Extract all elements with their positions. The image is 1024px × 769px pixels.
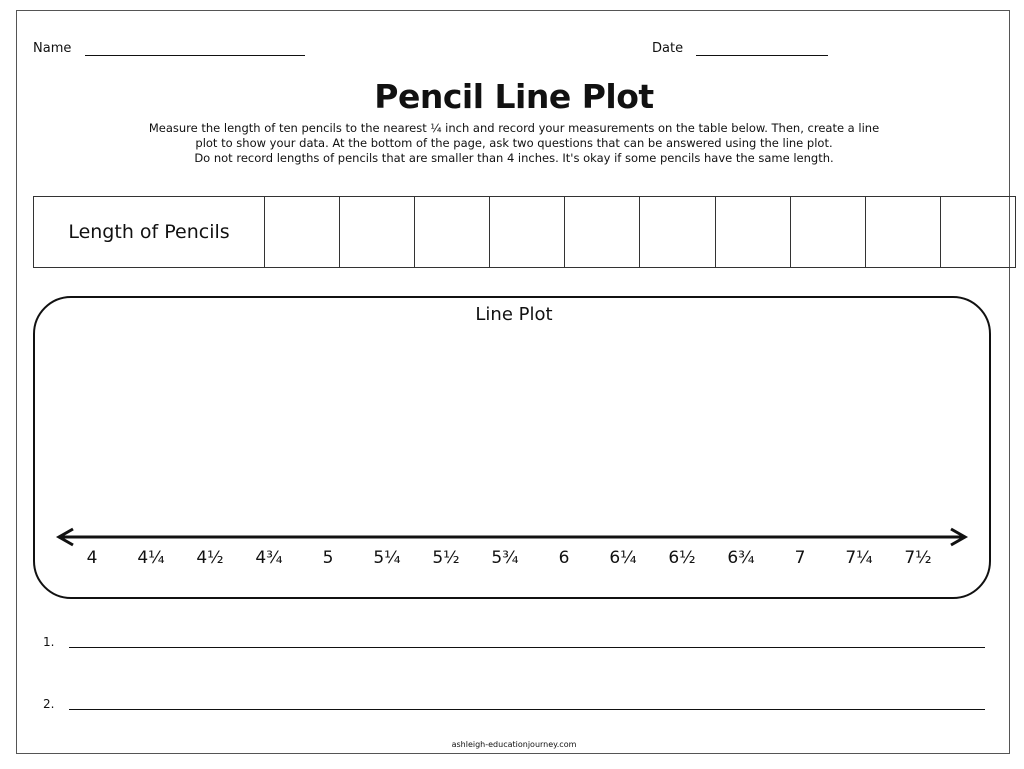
tick-label: 4 xyxy=(86,548,98,568)
tick-label: 5 xyxy=(322,548,334,568)
tick-label: 7 xyxy=(794,548,806,568)
date-field[interactable] xyxy=(696,55,828,56)
question-1-field[interactable] xyxy=(69,647,985,648)
instruction-line: Do not record lengths of pencils that are smaller than 4 inches. It's okay if some pencils have the same length. xyxy=(194,151,834,165)
date-label: Date xyxy=(652,41,684,56)
page-title: Pencil Line Plot xyxy=(374,77,654,116)
tick-label: 7½ xyxy=(904,548,932,568)
tick-label: 5¼ xyxy=(373,548,401,568)
length-cell[interactable] xyxy=(340,197,415,268)
table-row xyxy=(34,197,1016,268)
tick-label: 5½ xyxy=(432,548,460,568)
tick-label: 6¾ xyxy=(727,548,755,568)
tick-label: 6½ xyxy=(668,548,696,568)
question-2-field[interactable] xyxy=(69,709,985,710)
table-header-cell: Length of Pencils xyxy=(34,197,265,268)
length-cell[interactable] xyxy=(415,197,490,268)
length-cell[interactable] xyxy=(790,197,865,268)
line-plot-title: Line Plot xyxy=(475,304,553,325)
tick-label: 4½ xyxy=(196,548,224,568)
tick-label: 6¼ xyxy=(609,548,637,568)
line-plot-box[interactable] xyxy=(33,296,991,599)
length-cell[interactable] xyxy=(565,197,640,268)
tick-label: 6 xyxy=(558,548,570,568)
length-cell[interactable] xyxy=(940,197,1015,268)
tick-label: 4¾ xyxy=(255,548,283,568)
length-cell[interactable] xyxy=(490,197,565,268)
tick-label: 5¾ xyxy=(491,548,519,568)
length-cell[interactable] xyxy=(715,197,790,268)
worksheet-page xyxy=(16,10,1010,754)
length-cell[interactable] xyxy=(640,197,715,268)
length-cell[interactable] xyxy=(865,197,940,268)
instructions xyxy=(25,121,1003,166)
footer-credit: ashleigh-educationjourney.com xyxy=(451,740,577,749)
length-table xyxy=(33,196,1016,268)
name-field[interactable] xyxy=(85,55,305,56)
length-cell[interactable] xyxy=(265,197,340,268)
tick-label: 4¼ xyxy=(137,548,165,568)
name-label: Name xyxy=(33,41,72,56)
tick-label: 7¼ xyxy=(845,548,873,568)
instruction-line: plot to show your data. At the bottom of the page, ask two questions that can be answered using the line plot. xyxy=(195,136,833,150)
question-number: 2. xyxy=(43,697,55,711)
instruction-line: Measure the length of ten pencils to the nearest ¼ inch and record your measurements on the table below. Then, create a line xyxy=(148,121,880,135)
question-number: 1. xyxy=(43,635,55,649)
